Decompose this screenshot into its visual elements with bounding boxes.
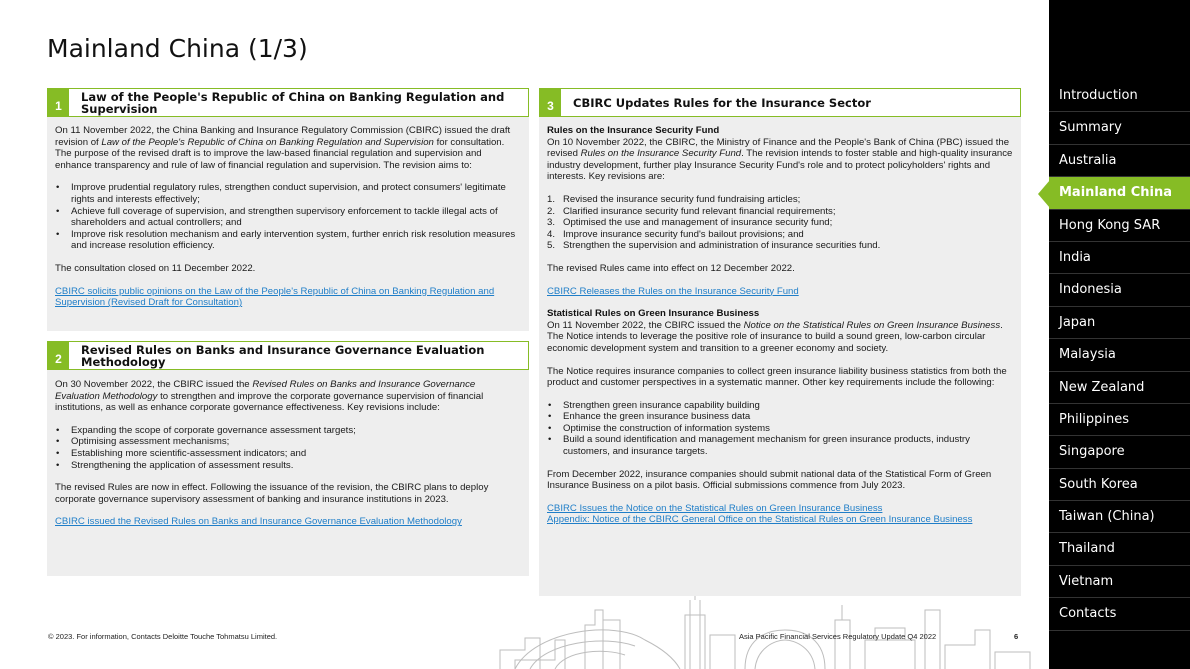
nav-item-new-zealand[interactable]: New Zealand (1049, 372, 1190, 404)
section-1-title: Law of the People's Republic of China on Banking Regulation and Supervision (81, 90, 505, 116)
list-item: • Enhance the green insurance business data (547, 411, 1013, 423)
list-item: • Strengthening the application of assessment results. (55, 460, 521, 472)
section-1-panel (47, 88, 529, 331)
section-3-subheading-green-insurance: Statistical Rules on Green Insurance Business (547, 308, 760, 320)
nav-item-summary[interactable]: Summary (1049, 112, 1190, 144)
active-nav-arrow-icon (1038, 180, 1050, 208)
section-3-header (539, 88, 1021, 117)
nav-item-hong-kong-sar[interactable]: Hong Kong SAR (1049, 210, 1190, 242)
section-2-bullets (55, 425, 521, 471)
section-1-header (47, 88, 529, 117)
section-3-green-link-notice[interactable]: CBIRC Issues the Notice on the Statistical Rules on Green Insurance Business (547, 502, 883, 514)
nav-item-australia[interactable]: Australia (1049, 145, 1190, 177)
section-3-body (547, 125, 1013, 526)
section-2-title: Revised Rules on Banks and Insurance Governance Evaluation Methodology (81, 343, 485, 369)
nav-item-malaysia[interactable]: Malaysia (1049, 339, 1190, 371)
nav-item-vietnam[interactable]: Vietnam (1049, 566, 1190, 598)
section-1-link[interactable]: CBIRC solicits public opinions on the Law of the People's Republic of China on Banking Regulation and Supervision (Revised Draft for Consultation) (55, 285, 495, 309)
list-item: • Strengthen green insurance capability building (547, 400, 1013, 412)
section-3-green-requirements: The Notice requires insurance companies to collect green insurance liability business statistics from both the product and customer perspectives in a systematic manner. Other key requirements include the following: (547, 365, 1007, 389)
footer-publication: Asia Pacific Financial Services Regulatory Update Q4 2022 (739, 632, 937, 641)
section-2-body (55, 379, 521, 528)
list-item: • Improve risk resolution mechanism and early intervention system, further enrich risk resolution measures and increase resolution efficiency. (55, 229, 521, 252)
list-item: • Expanding the scope of corporate governance assessment targets; (55, 425, 521, 437)
section-2-closing: The revised Rules are now in effect. Following the issuance of the revision, the CBIRC plans to deploy corporate governance supervisory assessment of banking and insurance institutions in 2023. (55, 482, 489, 505)
nav-item-contacts[interactable]: Contacts (1049, 598, 1190, 630)
list-item: • Achieve full coverage of supervision, and strengthen supervisory enforcement to tackle illegal acts of shareholders and actual controllers; and (55, 206, 521, 229)
section-3-title: CBIRC Updates Rules for the Insurance Sector (573, 96, 871, 110)
section-1-bullets (55, 182, 521, 252)
section-1-body (55, 125, 521, 309)
section-1-number: 1 (48, 89, 69, 116)
section-3-green-bullets (547, 400, 1013, 458)
nav-item-indonesia[interactable]: Indonesia (1049, 274, 1190, 306)
page-number: 6 (1014, 632, 1019, 641)
nav-list (1049, 80, 1190, 631)
section-3-green-timeline: From December 2022, insurance companies should submit national data of the Statistical Form of Green Insurance Business on a pilot basis. Official submissions commence from July 2023. (547, 468, 992, 492)
nav-item-india[interactable]: India (1049, 242, 1190, 274)
nav-item-introduction[interactable]: Introduction (1049, 80, 1190, 112)
section-2-intro: On 30 November 2022, the CBIRC issued the Revised Rules on Banks and Insurance Governance Evaluation Methodology to strengthen and improve the corporate governance supervision of financial institutions, as well as enhance corporate governance effectiveness. Key revisions include: (55, 379, 484, 414)
footer-copyright: © 2023. For information, Contacts Deloitte Touche Tohmatsu Limited. (48, 632, 278, 641)
list-item: 4. Improve insurance security fund's bailout provisions; and (547, 228, 804, 240)
nav-item-singapore[interactable]: Singapore (1049, 436, 1190, 468)
section-3-security-fund-closing: The revised Rules came into effect on 12 December 2022. (547, 262, 795, 274)
list-item: 5. Strengthen the supervision and administration of insurance securities fund. (547, 240, 881, 252)
nav-item-philippines[interactable]: Philippines (1049, 404, 1190, 436)
section-3-subheading-security-fund: Rules on the Insurance Security Fund (547, 125, 720, 136)
nav-item-mainland-china[interactable]: Mainland China (1049, 177, 1190, 209)
list-item: • Optimising assessment mechanisms; (55, 436, 521, 448)
list-item: 2. Clarified insurance security fund relevant financial requirements; (547, 205, 836, 217)
nav-item-taiwan-china[interactable]: Taiwan (China) (1049, 501, 1190, 533)
section-3-numbered-list (547, 194, 1013, 252)
section-1-closing: The consultation closed on 11 December 2022. (55, 262, 256, 274)
section-2-link[interactable]: CBIRC issued the Revised Rules on Banks and Insurance Governance Evaluation Methodology (55, 516, 462, 528)
sidebar-nav (1049, 0, 1190, 669)
section-3-security-fund-intro: On 10 November 2022, the CBIRC, the Ministry of Finance and the People's Bank of China (PBC) issued the revised Rules on the Insurance Security Fund. The revision intends to foster stable and high-quality insurance industry development, further play Insurance Security Fund's role and to protect policyholders' rights and interests. Key revisions are: (547, 136, 1013, 183)
list-item: 3. Optimised the use and management of insurance security fund; (547, 217, 833, 229)
section-2-panel (47, 341, 529, 576)
section-1-intro: On 11 November 2022, the China Banking and Insurance Regulatory Commission (CBIRC) issued the draft revision of Law of the People's Republic of China on Banking Regulation and Supervision for consultation. The purpose of the revised draft is to improve the law-based financial regulation and supervision and enhance transparency and rule of law of financial regulation and supervision. The revision aims to: (55, 125, 511, 171)
section-2-header (47, 341, 529, 370)
section-3-green-link-appendix[interactable]: Appendix: Notice of the CBIRC General Office on the Statistical Rules on Green Insurance Business (547, 514, 973, 526)
list-item: • Build a sound identification and management mechanism for green insurance products, industry customers, and insurance targets. (547, 434, 1013, 457)
list-item: • Improve prudential regulatory rules, strengthen conduct supervision, and protect consumers' legitimate rights and interests effectively; (55, 182, 521, 205)
list-item: • Optimise the construction of information systems (547, 423, 1013, 435)
section-2-number: 2 (48, 342, 69, 369)
section-3-green-intro: On 11 November 2022, the CBIRC issued the Notice on the Statistical Rules on Green Insurance Business. The Notice intends to leverage the positive role of insurance to build a sound green, low-carbon circular economic development system and transition to a greener economy and society. (547, 319, 1003, 354)
page-title: Mainland China (1/3) (47, 34, 308, 63)
nav-item-south-korea[interactable]: South Korea (1049, 469, 1190, 501)
list-item: • Establishing more scientific-assessment indicators; and (55, 448, 521, 460)
list-item: 1. Revised the insurance security fund fundraising articles; (547, 193, 801, 205)
section-3-security-fund-link[interactable]: CBIRC Releases the Rules on the Insurance Security Fund (547, 285, 799, 297)
nav-item-japan[interactable]: Japan (1049, 307, 1190, 339)
nav-item-thailand[interactable]: Thailand (1049, 533, 1190, 565)
section-3-panel (539, 88, 1021, 596)
section-3-number: 3 (540, 89, 561, 116)
